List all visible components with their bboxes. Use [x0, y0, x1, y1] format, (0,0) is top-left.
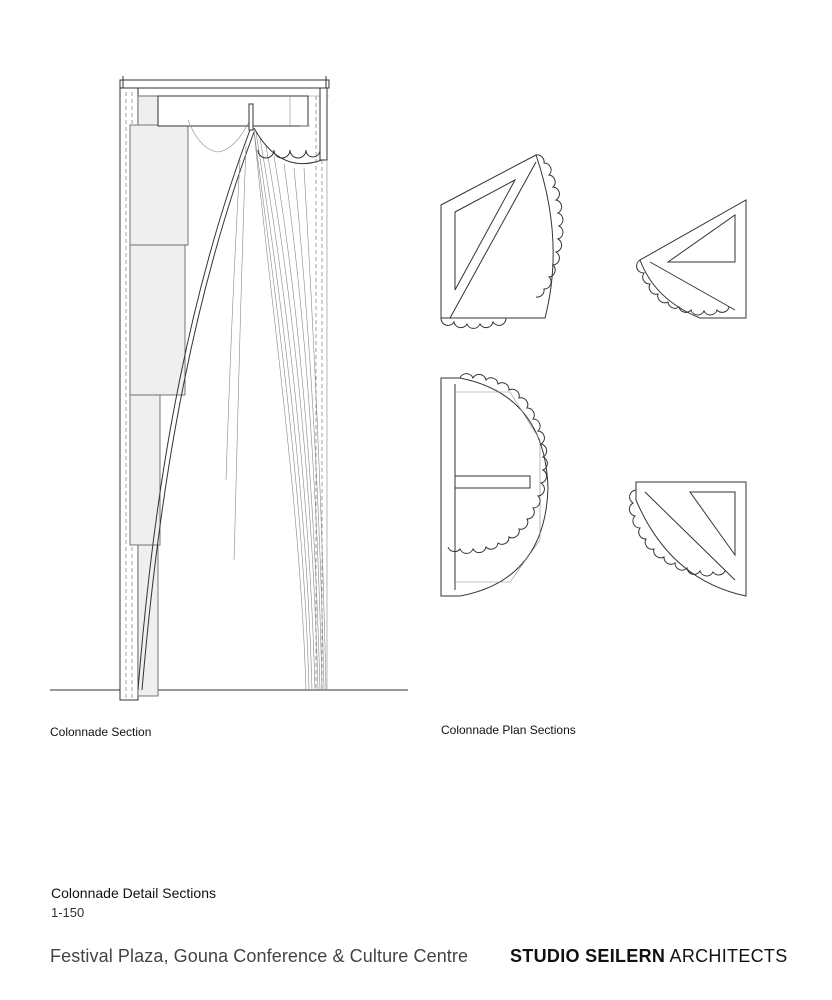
plan-section-3 — [441, 374, 548, 596]
plan-section-2 — [637, 200, 746, 318]
title-block — [51, 885, 216, 920]
cable-fan — [226, 130, 326, 690]
section-caption: Colonnade Section — [50, 725, 152, 739]
plan-section-1 — [441, 155, 563, 328]
firm-logo — [510, 946, 788, 967]
firm-name-light: ARCHITECTS — [669, 946, 788, 966]
colonnade-section-drawing — [50, 76, 408, 700]
roof-slab — [120, 80, 329, 88]
firm-name-bold: STUDIO SEILERN — [510, 946, 666, 966]
project-name: Festival Plaza, Gouna Conference & Culture Centre — [50, 946, 469, 966]
plan-caption: Colonnade Plan Sections — [441, 723, 576, 737]
sheet-scale: 1-150 — [51, 905, 85, 920]
plan-section-4 — [629, 482, 746, 596]
upper-shaded-panel — [130, 125, 188, 245]
sheet-title: Colonnade Detail Sections — [51, 885, 216, 901]
